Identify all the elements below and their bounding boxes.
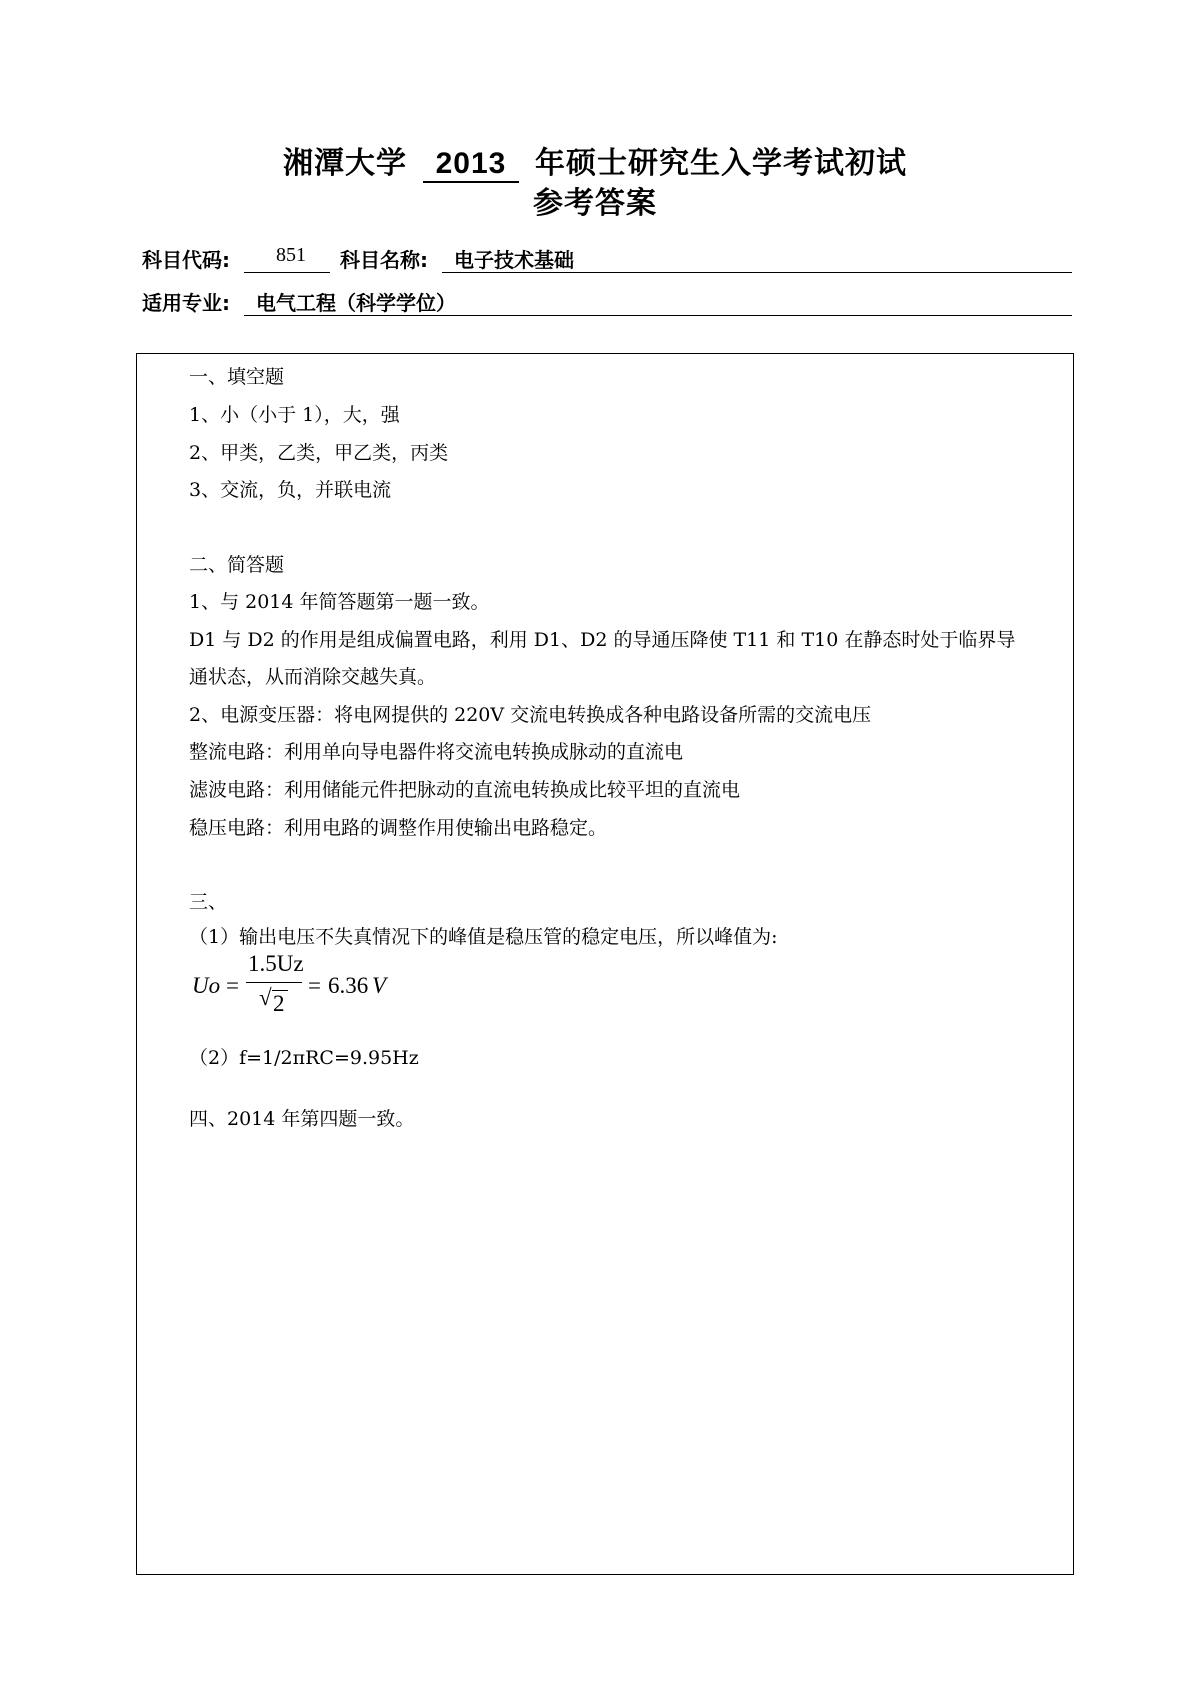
formula-result: 6.36	[328, 973, 369, 998]
formula-numerator: 1.5Uz	[248, 951, 304, 976]
formula-unit: V	[372, 973, 387, 998]
subject-code-label: 科目代码:	[142, 248, 230, 272]
section2-line: 滤波电路：利用储能元件把脉动的直流电转换成比较平坦的直流电	[189, 779, 741, 801]
major-info-row	[142, 281, 1072, 317]
major-underline	[244, 315, 1072, 316]
formula-rhs-equals: =	[308, 973, 321, 998]
formula-equals: =	[226, 973, 239, 998]
section3-part2: （2）f=1/2πRC=9.95Hz	[189, 1047, 419, 1069]
page-subtitle: 参考答案	[533, 186, 657, 221]
sqrt-icon: √	[259, 985, 272, 1010]
section2-line: 通状态，从而消除交越失真。	[189, 666, 437, 688]
section1-item: 3、交流，负，并联电流	[189, 479, 392, 501]
section2-line: D1 与 D2 的作用是组成偏置电路，利用 D1、D2 的导通压降使 T11 和 T10 在静态时处于临界导	[189, 629, 1016, 651]
subject-name-value: 电子技术基础	[454, 248, 574, 272]
peak-voltage-formula	[192, 951, 432, 1023]
section2-line: 2、电源变压器：将电网提供的 220V 交流电转换成各种电路设备所需的交流电压	[189, 704, 872, 726]
title-university: 湘潭大学	[283, 146, 407, 181]
answer-box	[136, 353, 1074, 1575]
formula-lhs: Uo	[192, 973, 221, 998]
subject-code-underline	[244, 272, 330, 273]
section3-part1: （1）输出电压不失真情况下的峰值是稳压管的稳定电压，所以峰值为:	[189, 926, 778, 948]
section2-line: 整流电路：利用单向导电器件将交流电转换成脉动的直流电	[189, 741, 684, 763]
section1-item: 2、甲类，乙类，甲乙类，丙类	[189, 442, 449, 464]
section1-heading: 一、填空题	[189, 366, 285, 388]
formula-radicand: 2	[273, 991, 285, 1016]
section2-line: 1、与 2014 年简答题第一题一致。	[189, 591, 490, 613]
subject-name-underline	[442, 272, 1072, 273]
section4-line: 四、2014 年第四题一致。	[189, 1108, 415, 1130]
subject-info-row	[142, 238, 1072, 274]
section1-item: 1、小（小于 1），大，强	[189, 404, 400, 426]
subject-code-value: 851	[276, 244, 306, 266]
title-exam: 年硕士研究生入学考试初试	[535, 146, 907, 181]
major-value: 电气工程（科学学位）	[256, 291, 456, 315]
subject-name-label: 科目名称:	[340, 248, 428, 272]
page-title	[0, 138, 1190, 183]
section3-heading: 三、	[189, 891, 228, 913]
major-label: 适用专业:	[142, 291, 230, 315]
title-year: 2013	[423, 147, 519, 183]
section2-line: 稳压电路：利用电路的调整作用使输出电路稳定。	[189, 817, 608, 839]
section2-heading: 二、简答题	[189, 554, 285, 576]
fraction-bar	[246, 982, 302, 983]
